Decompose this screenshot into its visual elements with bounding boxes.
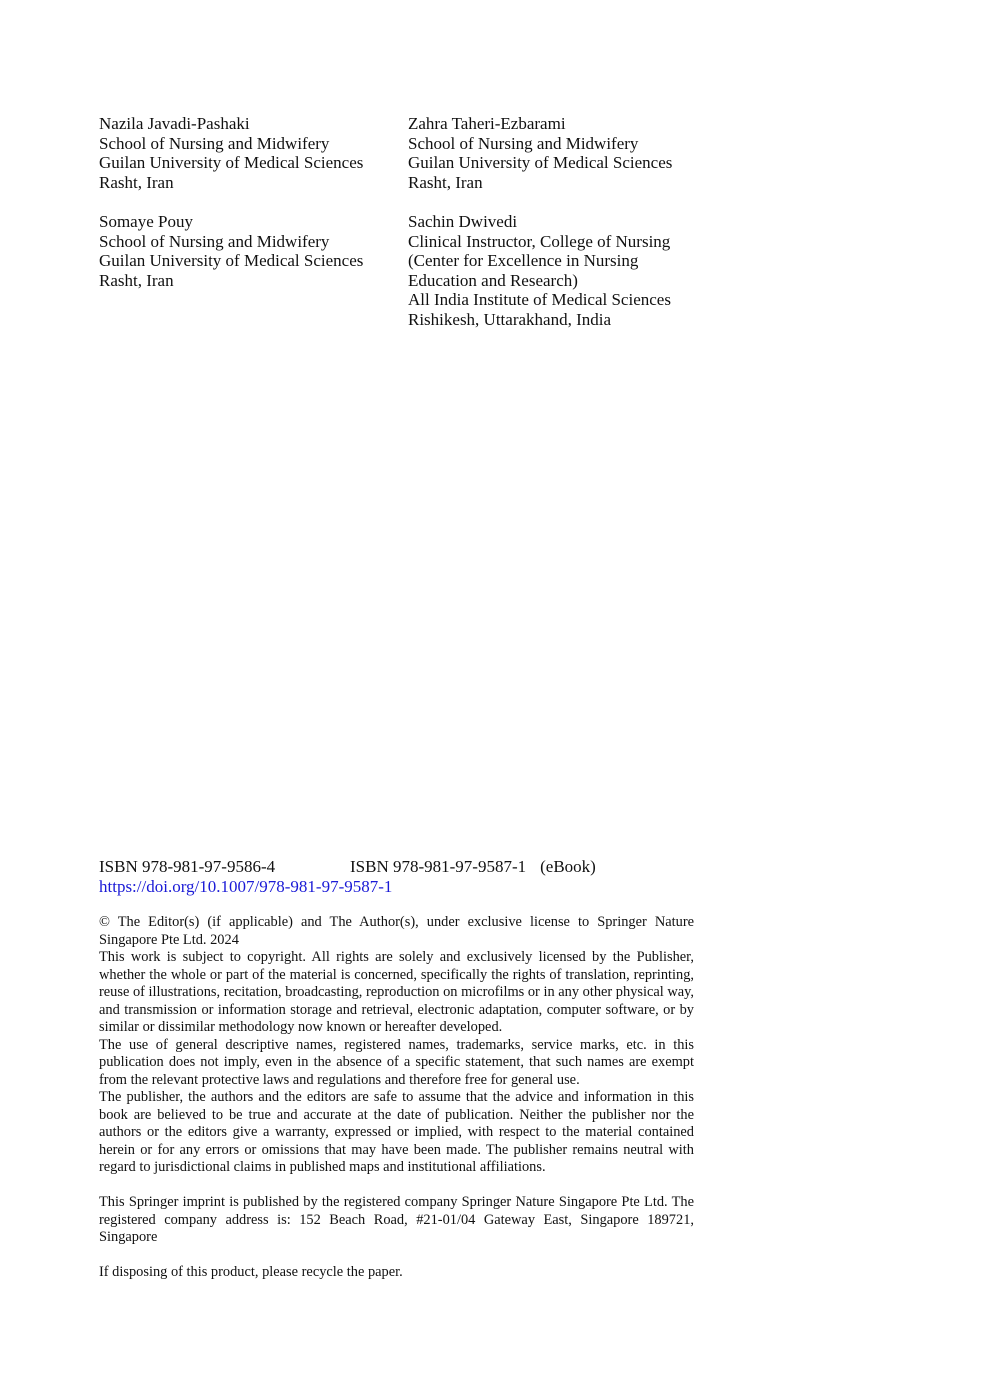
isbn-ebook-group [350,857,596,877]
author-department: School of Nursing and Midwifery [408,133,639,153]
author-name: Somaye Pouy [99,212,193,231]
author-department: School of Nursing and Midwifery [99,231,330,251]
isbn-print: ISBN 978-981-97-9586-4 [99,857,276,876]
author-location: Rasht, Iran [99,270,174,290]
author-name: Zahra Taheri-Ezbarami [408,114,566,133]
author-block-javadi-pashaki [99,114,363,192]
recycle-notice: If disposing of this product, please recycle the paper. [99,1264,403,1280]
author-position: Clinical Instructor, College of Nursing [408,231,671,251]
author-location: Rasht, Iran [408,172,483,192]
rights-notice: This work is subject to copyright. All rights are solely and exclusively licensed by the Publisher, whether the whole or part of the material is concerned, specifically the rights of translation, reprinting, reuse of illustrations, recitation, broadcasting, reproduction on microfilms or in any other physical way, and transmission or information storage and retrieval, electronic adaptation, computer software, or by similar or dissimilar methodology now known or hereafter developed. [99,949,694,1035]
author-location: Rasht, Iran [99,172,174,192]
author-department: (Center for Excellence in Nursing [408,251,639,270]
author-institution: Guilan University of Medical Sciences [99,153,364,172]
doi-link[interactable]: https://doi.org/10.1007/978-981-97-9587-1 [99,877,393,896]
disclaimer-notice: The publisher, the authors and the editors are safe to assume that the advice and information in this book are believed to be true and accurate at the date of publication. Neither the publisher nor the authors or the editors give a warranty, expressed or implied, with respect to the material contained herein or for any errors or omissions that may have been made. The publisher remains neutral with regard to jurisdictional claims in published maps and institutional affiliations. [99,1089,694,1175]
author-block-dwivedi [408,212,671,329]
isbn-ebook: ISBN 978-981-97-9587-1 [350,857,527,876]
author-institution: All India Institute of Medical Sciences [408,290,671,309]
author-block-taheri-ezbarami [408,114,672,192]
author-department-cont: Education and Research) [408,270,578,290]
author-name: Sachin Dwivedi [408,212,518,231]
author-block-pouy [99,212,363,290]
isbn-line [99,857,659,877]
author-location: Rishikesh, Uttarakhand, India [408,309,612,329]
legal-notice [99,914,694,1282]
trademark-notice: The use of general descriptive names, registered names, trademarks, service marks, etc. in this publication does not imply, even in the absence of a specific statement, that such names are exempt from the relevant protective laws and regulations and therefore free for general use. [99,1036,694,1088]
imprint-notice: This Springer imprint is published by the registered company Springer Nature Singapore Pte Ltd. The registered company address is: 152 Beach Road, #21-01/04 Gateway East, Singapore 189721, Singapore [99,1194,694,1245]
author-department: School of Nursing and Midwifery [99,133,330,153]
author-institution: Guilan University of Medical Sciences [99,251,364,270]
isbn-block [99,857,659,897]
author-institution: Guilan University of Medical Sciences [408,153,673,172]
isbn-ebook-tag: (eBook) [540,857,596,876]
author-name: Nazila Javadi-Pashaki [99,114,250,133]
copyright-notice: © The Editor(s) (if applicable) and The Author(s), under exclusive license to Springer Nature Singapore Pte Ltd. 2024 [99,914,694,948]
